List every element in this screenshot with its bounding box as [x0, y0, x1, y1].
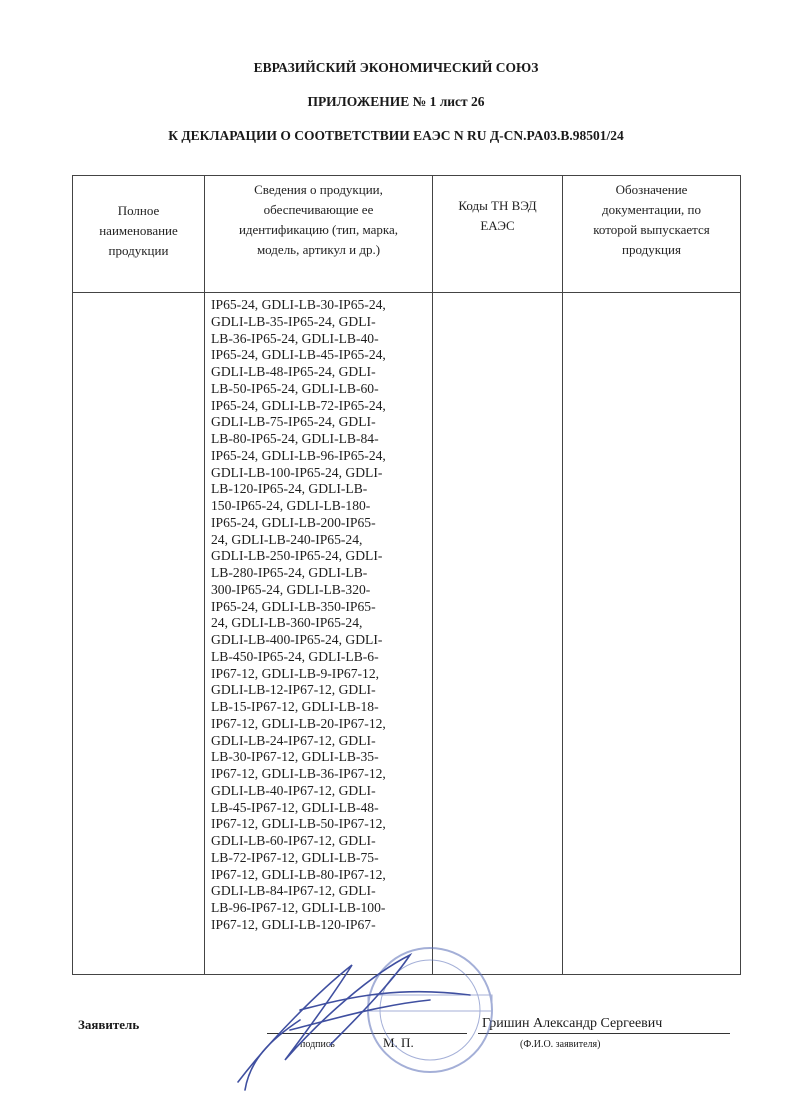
table-header-row [73, 176, 741, 293]
signature-line [267, 1033, 467, 1034]
applicant-label: Заявитель [78, 1017, 140, 1032]
union-title: ЕВРАЗИЙСКИЙ ЭКОНОМИЧЕСКИЙ СОЮЗ [253, 60, 539, 75]
stamp-place-label: М. П. [383, 1035, 414, 1050]
documentation-cell [563, 293, 741, 975]
tnved-codes-cell [433, 293, 563, 975]
column-header-tnved-codes: Коды ТН ВЭД ЕАЭС [433, 176, 563, 293]
identification-cell: IP65-24, GDLI-LB-30-IP65-24, GDLI-LB-35-IP65-24, GDLI- LB-36-IP65-24, GDLI-LB-40- IP65-24, GDLI-LB-45-IP65-24, GDLI-LB-48-IP65-24, GDLI- LB-50-IP65-24, GDLI-LB-60- IP65-24, GDLI-LB-72-IP65-24, GDLI-LB-75-IP65-24, GDLI- LB-80-IP65-24, GDLI-LB-84- IP65-24, GDLI-LB-96-IP65-24, GDLI-LB-100-IP65-24, GDLI- LB-120-IP65-24, GDLI-LB- 150-IP65-24, GDLI-LB-180- IP65-24, GDLI-LB-200-IP65- 24, GDLI-LB-240-IP65-24, GDLI-LB-250-IP65-24, GDLI- LB-280-IP65-24, GDLI-LB- 300-IP65-24, GDLI-LB-320- IP65-24, GDLI-LB-350-IP65- 24, GDLI-LB-360-IP65-24, GDLI-LB-400-IP65-24, GDLI- LB-450-IP65-24, GDLI-LB-6- IP67-12, GDLI-LB-9-IP67-12, GDLI-LB-12-IP67-12, GDLI- LB-15-IP67-12, GDLI-LB-18- IP67-12, GDLI-LB-20-IP67-12, GDLI-LB-24-IP67-12, GDLI- LB-30-IP67-12, GDLI-LB-35- IP67-12, GDLI-LB-36-IP67-12, GDLI-LB-40-IP67-12, GDLI- LB-45-IP67-12, GDLI-LB-48- IP67-12, GDLI-LB-50-IP67-12, GDLI-LB-60-IP67-12, GDLI- LB-72-IP67-12, GDLI-LB-75- IP67-12, GDLI-LB-80-IP67-12, GDLI-LB-84-IP67-12, GDLI- LB-96-IP67-12, GDLI-LB-100- IP67-12, GDLI-LB-120-IP67- [205, 293, 433, 975]
table-row [73, 293, 741, 975]
applicant-name: Гришин Александр Сергеевич [482, 1016, 663, 1031]
column-header-documentation: Обозначение документации, по которой выпускается продукция [563, 176, 741, 293]
column-header-product-name: Полное наименование продукции [73, 176, 205, 293]
column-header-identification: Сведения о продукции, обеспечивающие ее идентификацию (тип, марка, модель, артикул и др.) [205, 176, 433, 293]
product-name-cell [73, 293, 205, 975]
name-line [478, 1033, 730, 1034]
appendix-title: ПРИЛОЖЕНИЕ № 1 лист 26 [307, 94, 485, 109]
declaration-table [72, 175, 741, 975]
declaration-title: К ДЕКЛАРАЦИИ О СООТВЕТСТВИИ ЕАЭС N RU Д-CN.PA03.B.98501/24 [168, 128, 624, 143]
signature-caption: подпись [300, 1039, 335, 1050]
handwritten-signature [238, 955, 470, 1090]
name-caption: (Ф.И.О. заявителя) [520, 1039, 601, 1050]
